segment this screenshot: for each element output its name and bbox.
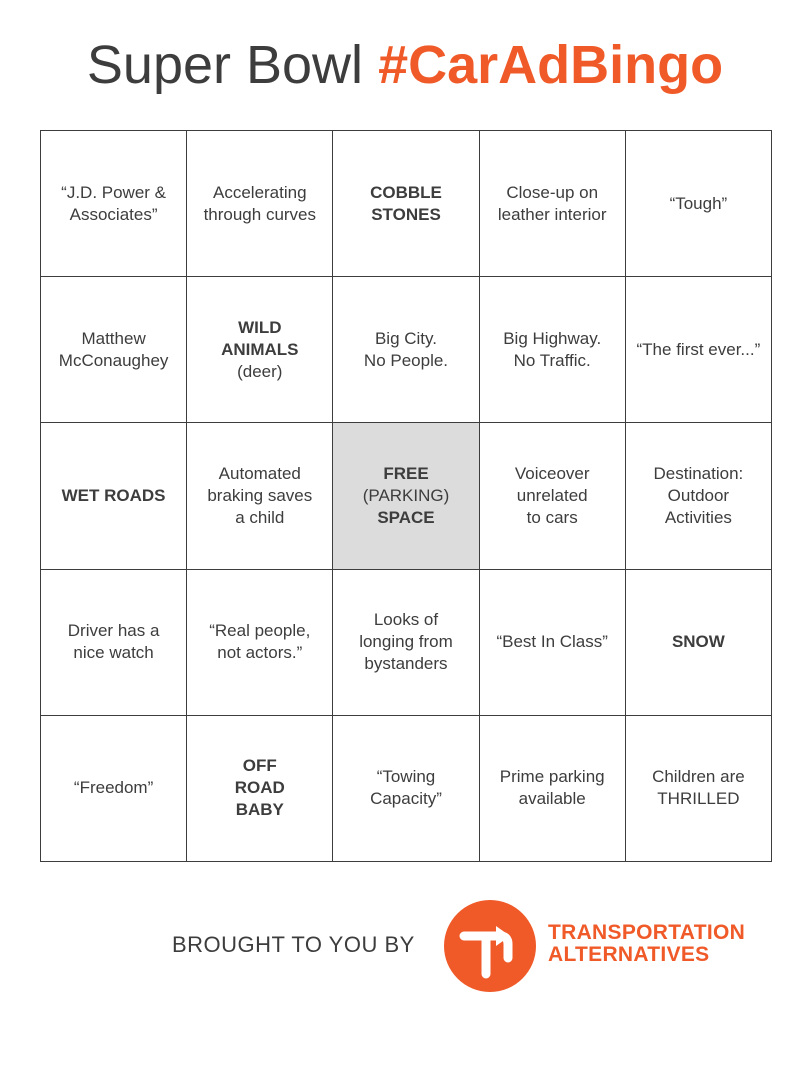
bingo-cell-text [498, 182, 607, 226]
bingo-cell-line: ROAD [234, 778, 285, 798]
bingo-cell-line: (deer) [237, 361, 283, 381]
title-hashtag: #CarAdBingo [378, 35, 724, 95]
bingo-cell [626, 716, 772, 862]
bingo-cell-text [364, 328, 448, 372]
bingo-cell-text [672, 631, 725, 653]
bingo-cell-line: “Best In Class” [496, 632, 608, 652]
bingo-cell-text [652, 766, 745, 810]
bingo-cell [333, 716, 479, 862]
title-plain: Super Bowl [86, 35, 379, 95]
bingo-cell-text [209, 620, 310, 664]
bingo-cell-text [68, 620, 160, 664]
bingo-cell-line: a child [235, 507, 285, 527]
bingo-cell-line: STONES [371, 204, 441, 224]
bingo-cell-line: McConaughey [58, 350, 169, 370]
bingo-cell-text [61, 182, 166, 226]
bingo-cell-line: Destination: [653, 463, 744, 483]
bingo-cell-line: “Towing [376, 767, 436, 787]
bingo-cell-line: Associates” [69, 204, 158, 224]
bingo-cell-line: “Freedom” [73, 778, 154, 798]
bingo-cell [41, 423, 187, 569]
bingo-cell-text [503, 328, 601, 372]
bingo-cell-line: “Tough” [669, 193, 728, 213]
bingo-cell-text [74, 777, 153, 799]
bingo-cell-line: “Real people, [209, 621, 311, 641]
bingo-cell [187, 716, 333, 862]
bingo-cell-line: “J.D. Power & [61, 182, 167, 202]
bingo-cell [480, 570, 626, 716]
bingo-cell [41, 570, 187, 716]
bingo-cell-line: Accelerating [213, 182, 307, 202]
bingo-cell-line: FREE [383, 463, 429, 483]
bingo-cell-line: bystanders [364, 654, 448, 674]
bingo-cell-line: Big City. [374, 328, 437, 348]
bingo-cell-line: WILD [238, 317, 282, 337]
bingo-cell-line: leather interior [497, 204, 607, 224]
bingo-cell-line: Big Highway. [503, 328, 602, 348]
page-title [0, 30, 810, 100]
bingo-cell [480, 716, 626, 862]
bingo-cell-line: nice watch [73, 643, 154, 663]
brand-line-2: ALTERNATIVES [548, 943, 710, 966]
bingo-cell [480, 131, 626, 277]
bingo-cell-text [515, 463, 590, 529]
bingo-cell-line: through curves [203, 204, 317, 224]
bingo-cell [187, 131, 333, 277]
bingo-cell-line: BABY [235, 800, 284, 820]
bingo-cell-text [359, 609, 453, 675]
bingo-cell-line: Looks of [373, 610, 439, 630]
bingo-cell-text [637, 339, 761, 361]
bingo-cell-text [59, 328, 169, 372]
bingo-cell-text [207, 463, 312, 529]
bingo-cell-text [235, 755, 285, 821]
bingo-cell-line: Matthew [81, 328, 146, 348]
bingo-cell-text [204, 182, 316, 226]
bingo-cell-line: (PARKING) [362, 485, 450, 505]
transportation-alternatives-logo-icon [444, 900, 536, 992]
bingo-cell-text [654, 463, 744, 529]
bingo-cell-line: to cars [526, 507, 578, 527]
bingo-cell-line: available [518, 789, 586, 809]
bingo-cell-text [500, 766, 605, 810]
bingo-cell-line: Prime parking [499, 767, 605, 787]
bingo-cell-line: No People. [363, 350, 449, 370]
bingo-cell-line: longing from [359, 632, 453, 652]
bingo-cell-text [363, 463, 450, 529]
brand-name [548, 922, 745, 966]
bingo-cell [480, 423, 626, 569]
bingo-cell-line: WET ROADS [61, 485, 166, 505]
bingo-cell [187, 423, 333, 569]
bingo-cell [187, 277, 333, 423]
bingo-cell-text [670, 193, 728, 215]
bingo-cell-text [496, 631, 607, 653]
bingo-cell-text [370, 182, 442, 226]
bingo-cell-line: Activities [664, 507, 732, 527]
bingo-board [40, 130, 772, 862]
bingo-cell-line: SPACE [377, 507, 435, 527]
bingo-cell [333, 570, 479, 716]
brand-line-1: TRANSPORTATION [548, 921, 746, 944]
bingo-cell-line: Outdoor [667, 485, 730, 505]
bingo-cell-line: braking saves [207, 485, 313, 505]
bingo-cell [187, 570, 333, 716]
bingo-cell-text [370, 766, 442, 810]
brought-to-you-by: BROUGHT TO YOU BY [172, 932, 415, 957]
bingo-cell-line: COBBLE [370, 182, 442, 202]
bingo-cell-line: THRILLED [657, 789, 740, 809]
bingo-cell-line: Children are [652, 767, 745, 787]
bingo-cell [41, 277, 187, 423]
bingo-cell-line: Capacity” [370, 789, 442, 809]
bingo-cell [626, 570, 772, 716]
bingo-cell [626, 131, 772, 277]
bingo-cell-line: ANIMALS [221, 339, 299, 359]
bingo-cell [626, 277, 772, 423]
bingo-cell-line: not actors.” [217, 643, 303, 663]
bingo-cell-line: Driver has a [67, 621, 160, 641]
bingo-cell-line: OFF [242, 756, 277, 776]
bingo-cell-line: unrelated [516, 485, 588, 505]
bingo-cell-free [333, 423, 479, 569]
bingo-cell [333, 277, 479, 423]
bingo-cell-line: No Traffic. [513, 350, 591, 370]
bingo-cell-line: SNOW [671, 632, 725, 652]
bingo-cell [333, 131, 479, 277]
bingo-cell-line: “The first ever...” [636, 339, 761, 359]
bingo-cell-line: Close-up on [506, 182, 599, 202]
bingo-cell-line: Voiceover [514, 463, 590, 483]
bingo-cell [41, 131, 187, 277]
bingo-cell-text [62, 485, 166, 507]
bingo-cell [626, 423, 772, 569]
bingo-cell-line: Automated [218, 463, 301, 483]
bingo-cell-text [221, 317, 298, 383]
bingo-cell [480, 277, 626, 423]
bingo-cell [41, 716, 187, 862]
